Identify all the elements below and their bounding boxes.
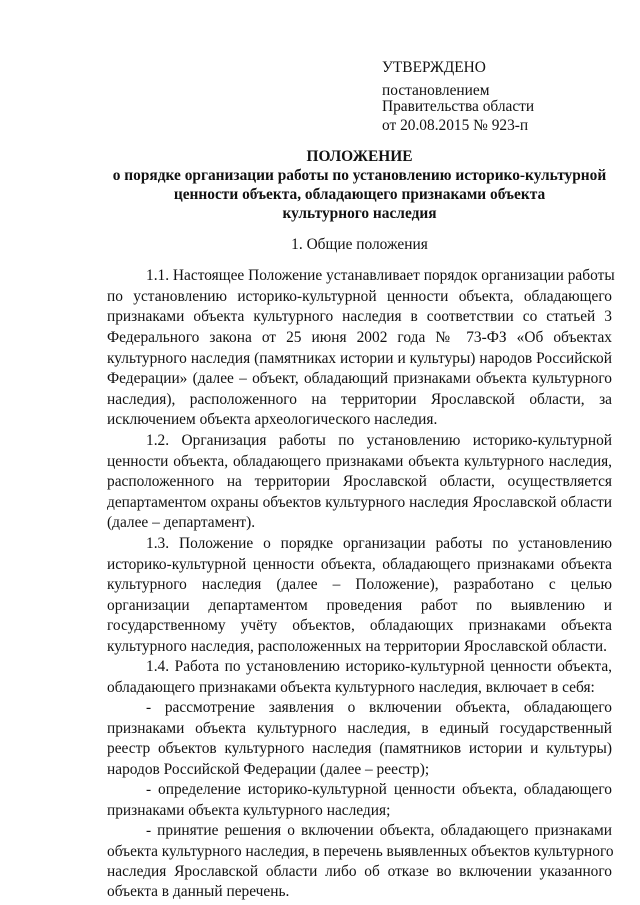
body-line: объекта культурного наследия, в перечень выявленных объектов культурного (107, 843, 614, 860)
body-line: наследия), расположенного на территории Ярославской области, за (107, 391, 612, 408)
body-line: расположенного на территории Ярославской области, осуществляется (107, 473, 612, 490)
body-line: - принятие решения о включении объекта, обладающего признаками (146, 822, 612, 839)
body-line: (далее – департамент). (107, 514, 256, 531)
body-line: департаментом охраны объектов культурного наследия Ярославской области (107, 494, 612, 511)
body-line: признаками объекта культурного наследия; (107, 802, 391, 819)
approval-line: от 20.08.2015 № 923-п (382, 117, 529, 134)
body-line: наследия Ярославской области либо об отказе во включении указанного (107, 863, 612, 880)
approval-line: УТВЕРЖДЕНО (382, 59, 486, 76)
body-line: народов Российской Федерации (далее – реестр); (107, 761, 430, 778)
body-line: 1.1. Настоящее Положение устанавливает порядок организации работы (146, 267, 615, 284)
body-line: культурного наследия (памятниках истории и культуры) народов Российской (107, 350, 612, 367)
body-line: историко-культурной ценности объекта, обладающего признаками объекта (107, 556, 612, 573)
body-line: реестр объектов культурного наследия (памятников истории и культуры) (107, 740, 612, 757)
title-heading: ПОЛОЖЕНИЕ (306, 148, 413, 165)
body-line: культурного наследия (далее – Положение), разработано с целью (107, 576, 612, 593)
title-line: культурного наследия (282, 205, 437, 222)
body-line: обладающего признаками объекта культурного наследия, включает в себя: (107, 679, 595, 696)
body-line: Федерального закона от 25 июня 2002 года № 73-ФЗ «Об объектах (107, 329, 612, 346)
approval-line: Правительства области (382, 98, 535, 115)
body-line: исключением объекта археологического наследия. (107, 411, 438, 428)
body-line: ценности объекта, обладающего признаками объекта культурного наследия, (107, 453, 612, 470)
body-line: 1.4. Работа по установлению историко-культурной ценности объекта, (146, 658, 612, 675)
body-line: Федерации» (далее – объект, обладающий признаками объекта культурного (107, 370, 612, 387)
body-line: признаками объекта культурного наследия, в единый государственный (107, 720, 612, 737)
title-line: о порядке организации работы по установлению историко-культурной (112, 167, 607, 184)
body-line: государственному учёту объектов, обладающих признаками объекта (107, 617, 612, 634)
body-line: - рассмотрение заявления о включении объекта, обладающего (146, 699, 612, 716)
body-line: организации департаментом проведения работ по выявлению и (107, 597, 612, 614)
body-line: 1.2. Организация работы по установлению историко-культурной (146, 432, 612, 449)
section-heading: 1. Общие положения (291, 236, 428, 253)
body-line: 1.3. Положение о порядке организации работы по установлению (146, 535, 612, 552)
body-line: объекта в данный перечень. (107, 883, 290, 900)
body-line: культурного наследия, расположенных на территории Ярославской области. (107, 638, 607, 655)
title-line: ценности объекта, обладающего признаками объекта (173, 186, 546, 203)
body-line: по установлению историко-культурной ценности объекта, обладающего (107, 288, 612, 305)
body-line: - определение историко-культурной ценности объекта, обладающего (146, 781, 612, 798)
approval-line: постановлением (382, 82, 490, 99)
body-line: признаками объекта культурного наследия в соответствии со статьей 3 (107, 308, 612, 325)
